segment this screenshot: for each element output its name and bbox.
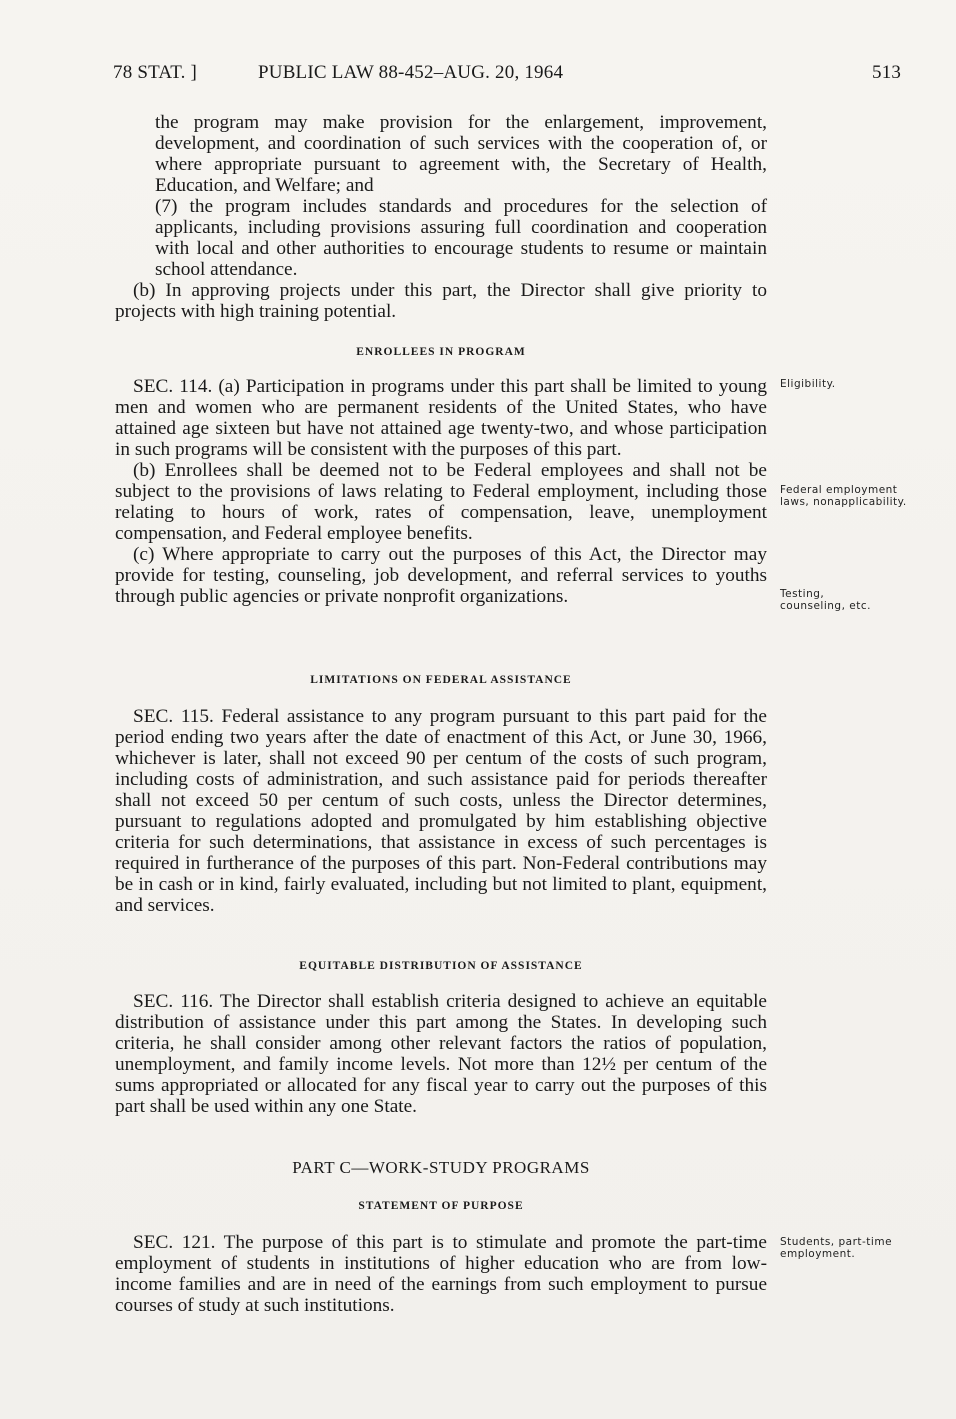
margin-note-testing: Testing, counseling, etc. — [780, 588, 871, 612]
margin-note-eligibility: Eligibility. — [780, 378, 836, 390]
section-heading-limitations: LIMITATIONS ON FEDERAL ASSISTANCE — [310, 674, 572, 686]
sec114-a-text: (a) Participation in programs under this part shall be limited to young men and women who are permanent residents of the United States, who have attained age sixteen but have not attained age twenty-two, and whose participation in such programs will be consistent with the purposes of this part. — [115, 376, 767, 460]
statement-of-purpose-heading: STATEMENT OF PURPOSE — [358, 1200, 524, 1212]
continued-block — [115, 112, 767, 322]
sec115-body: Federal assistance to any program pursuant to this part paid for the period ending two years after the date of enactment of this Act, or June 30, 1966, whichever is later, shall not exceed 90 per centum of the costs of such program, including costs of administration, and such assistance paid for periods thereafter shall not exceed 50 per centum of such costs, unless the Director determines, pursuant to regulations adopted and promulgated by him establishing objective criteria for such determinations, that assistance in excess of such percentages is required in furtherance of the purposes of this part. Non-Federal contributions may be in cash or in kind, fairly evaluated, including but not limited to plant, equipment, and services. — [115, 706, 767, 916]
section-114 — [115, 376, 767, 607]
page-title: PUBLIC LAW 88-452–AUG. 20, 1964 — [258, 62, 564, 83]
paragraph-item-7: (7) the program includes standards and procedures for the selection of applicants, including provisions assuring full coordination and cooperation with local and other authorities to encourage students to resume or maintain school attendance. — [155, 196, 767, 280]
sec116-text — [115, 991, 767, 1117]
paragraph-continued: the program may make provision for the enlargement, improvement, development, and coordination of such services with the cooperation of, or where appropriate pursuant to agreement with, the Secretary of Health, Education, and Welfare; and — [155, 112, 767, 196]
sec114-a — [115, 376, 767, 460]
part-c-heading: PART C—WORK-STUDY PROGRAMS — [292, 1158, 590, 1177]
paragraph-b: (b) In approving projects under this part, the Director shall give priority to projects with high training potential. — [115, 280, 767, 322]
sec115-text — [115, 706, 767, 916]
section-heading-equitable: EQUITABLE DISTRIBUTION OF ASSISTANCE — [299, 960, 583, 972]
sec121-label: SEC. 121. — [133, 1232, 216, 1253]
sec116-label: SEC. 116. — [133, 991, 214, 1012]
section-121 — [115, 1232, 767, 1316]
section-heading-enrollees: ENROLLEES IN PROGRAM — [356, 346, 526, 358]
page-number: 513 — [872, 62, 902, 83]
sec116-body: The Director shall establish criteria designed to achieve an equitable distribution of assistance under this part among the States. In developing such criteria, he shall consider among other relevant factors the ratios of population, unemployment, and family income levels. Not more than 12½ per centum of the sums appropriated or allocated for any fiscal year to carry out the purposes of this part shall be used within any one State. — [115, 991, 767, 1117]
sec114-c: (c) Where appropriate to carry out the purposes of this Act, the Director may provide for testing, counseling, job development, and referral services to youths through public agencies or private nonprofit organizations. — [115, 544, 767, 607]
sec115-label: SEC. 115. — [133, 706, 214, 727]
sec114-b: (b) Enrollees shall be deemed not to be Federal employees and shall not be subject to the provisions of laws relating to Federal employment, including those relating to hours of work, rates of compensation, leave, unemployment compensation, and Federal employee benefits. — [115, 460, 767, 544]
sec121-text — [115, 1232, 767, 1316]
section-116 — [115, 991, 767, 1117]
sec114-label: SEC. 114. — [133, 376, 213, 397]
margin-note-students: Students, part-time employment. — [780, 1236, 893, 1260]
stat-reference: 78 STAT. ] — [113, 62, 198, 83]
section-115 — [115, 706, 767, 916]
sec121-body: The purpose of this part is to stimulate and promote the part-time employment of students in institutions of higher education who are from low-income families and are in need of the earnings from such employment to pursue courses of study at such institutions. — [115, 1232, 767, 1316]
margin-note-federal-employment: Federal employment laws, nonapplicability. — [780, 484, 907, 508]
